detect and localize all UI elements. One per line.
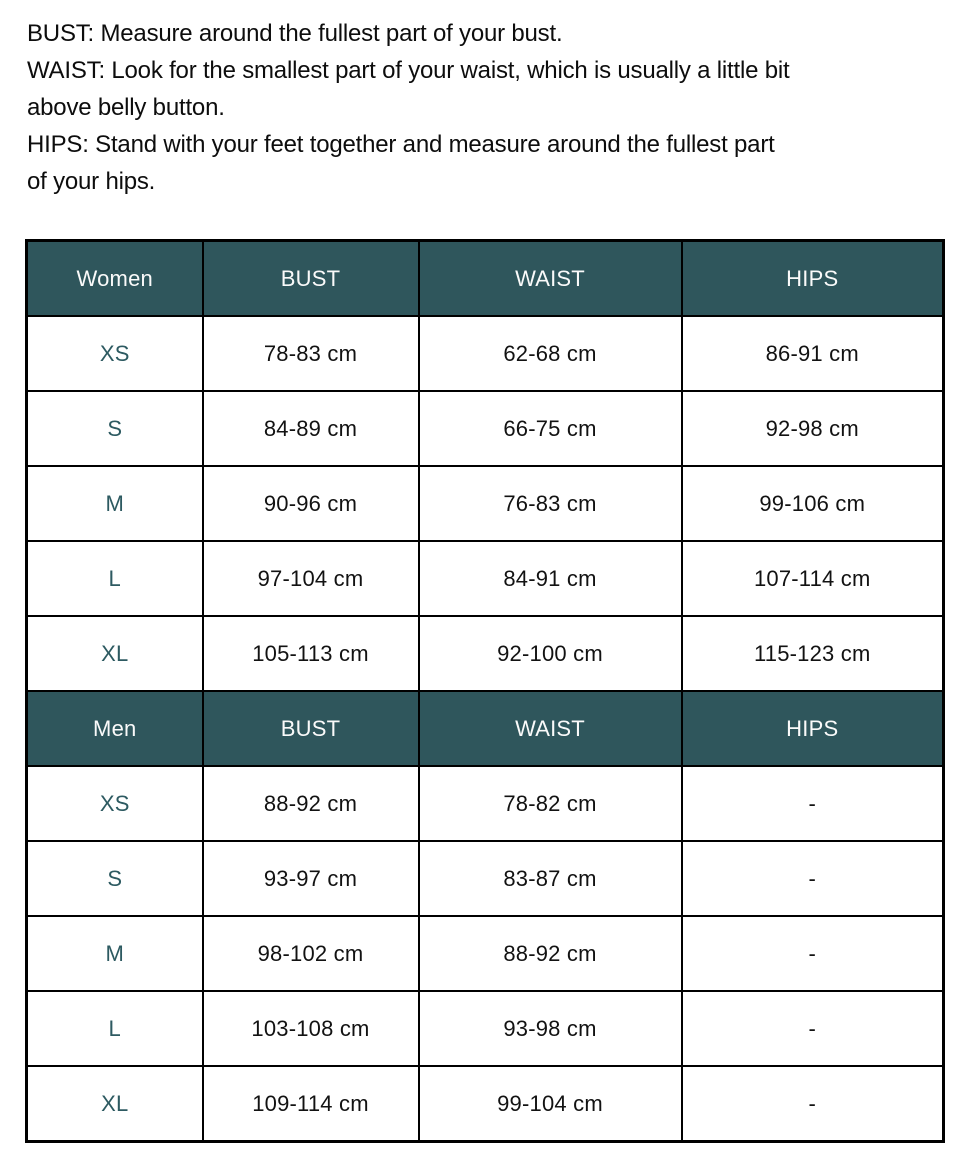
waist-value: 88-92 cm: [419, 916, 682, 991]
table-row: [27, 916, 944, 991]
size-label: M: [27, 916, 203, 991]
waist-column-header: WAIST: [419, 691, 682, 766]
waist-value: 92-100 cm: [419, 616, 682, 691]
hips-value: -: [682, 991, 944, 1066]
table-row: [27, 616, 944, 691]
size-label: S: [27, 391, 203, 466]
men-header-row: [27, 691, 944, 766]
size-label: XL: [27, 616, 203, 691]
table-row: [27, 991, 944, 1066]
hips-value: -: [682, 766, 944, 841]
instruction-line: BUST: Measure around the fullest part of your bust.: [27, 20, 563, 47]
instruction-line: of your hips.: [27, 168, 156, 195]
bust-value: 103-108 cm: [203, 991, 419, 1066]
table-row: [27, 766, 944, 841]
bust-value: 78-83 cm: [203, 316, 419, 391]
hips-column-header: HIPS: [682, 691, 944, 766]
waist-column-header: WAIST: [419, 241, 682, 317]
waist-value: 93-98 cm: [419, 991, 682, 1066]
women-header-row: [27, 241, 944, 317]
waist-value: 66-75 cm: [419, 391, 682, 466]
hips-value: 92-98 cm: [682, 391, 944, 466]
hips-value: 99-106 cm: [682, 466, 944, 541]
bust-value: 109-114 cm: [203, 1066, 419, 1142]
table-row: [27, 541, 944, 616]
table-row: [27, 316, 944, 391]
size-label: XL: [27, 1066, 203, 1142]
hips-value: 107-114 cm: [682, 541, 944, 616]
table-row: [27, 1066, 944, 1142]
bust-column-header: BUST: [203, 691, 419, 766]
bust-value: 105-113 cm: [203, 616, 419, 691]
size-chart-container: [25, 239, 970, 1143]
measuring-instructions: [0, 0, 970, 200]
waist-value: 62-68 cm: [419, 316, 682, 391]
size-label: XS: [27, 766, 203, 841]
size-label: S: [27, 841, 203, 916]
size-label: L: [27, 991, 203, 1066]
size-label: L: [27, 541, 203, 616]
size-label: M: [27, 466, 203, 541]
bust-value: 93-97 cm: [203, 841, 419, 916]
instruction-line: above belly button.: [27, 94, 225, 121]
waist-value: 84-91 cm: [419, 541, 682, 616]
table-row: [27, 841, 944, 916]
hips-column-header: HIPS: [682, 241, 944, 317]
hips-value: -: [682, 1066, 944, 1142]
bust-value: 84-89 cm: [203, 391, 419, 466]
table-row: [27, 391, 944, 466]
hips-value: 115-123 cm: [682, 616, 944, 691]
men-section-label: Men: [27, 691, 203, 766]
size-label: XS: [27, 316, 203, 391]
table-row: [27, 466, 944, 541]
waist-value: 76-83 cm: [419, 466, 682, 541]
waist-value: 99-104 cm: [419, 1066, 682, 1142]
women-section-label: Women: [27, 241, 203, 317]
bust-value: 98-102 cm: [203, 916, 419, 991]
bust-value: 90-96 cm: [203, 466, 419, 541]
bust-column-header: BUST: [203, 241, 419, 317]
bust-value: 97-104 cm: [203, 541, 419, 616]
waist-value: 83-87 cm: [419, 841, 682, 916]
hips-value: -: [682, 841, 944, 916]
instruction-line: HIPS: Stand with your feet together and measure around the fullest part: [27, 131, 775, 158]
waist-value: 78-82 cm: [419, 766, 682, 841]
instruction-line: WAIST: Look for the smallest part of your waist, which is usually a little bit: [27, 57, 790, 84]
hips-value: -: [682, 916, 944, 991]
hips-value: 86-91 cm: [682, 316, 944, 391]
size-chart-table: [25, 239, 945, 1143]
bust-value: 88-92 cm: [203, 766, 419, 841]
